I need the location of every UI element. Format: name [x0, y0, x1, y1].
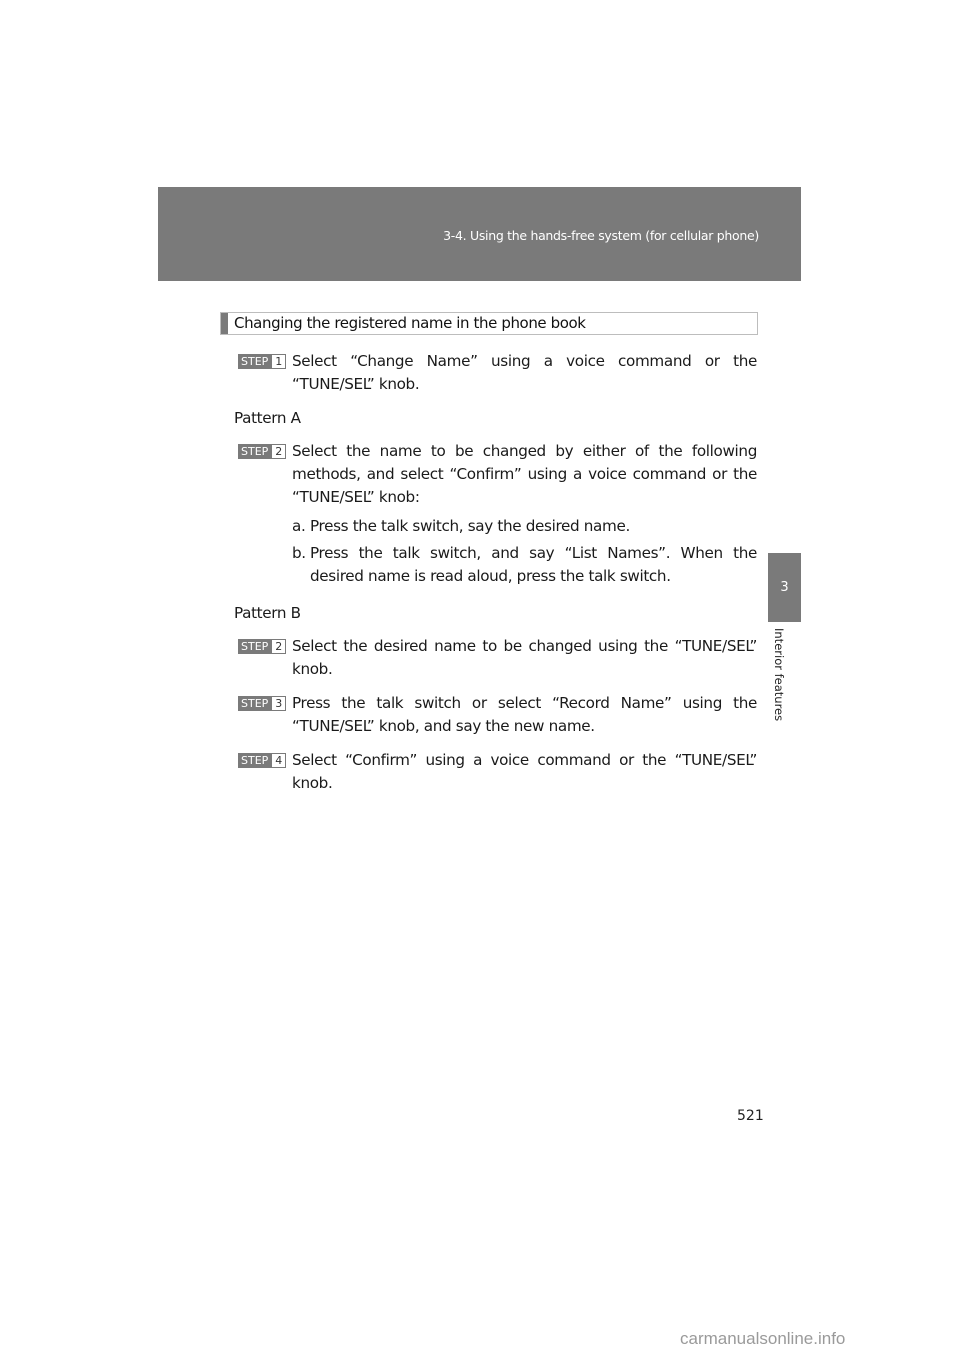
step-badge-word: STEP — [238, 444, 271, 459]
step-badge-number: 2 — [271, 444, 286, 459]
section-title: Changing the registered name in the phone book — [234, 314, 586, 332]
step-item — [232, 440, 757, 509]
page-number: 521 — [737, 1108, 764, 1124]
sub-item-marker: a. — [292, 517, 306, 535]
step-badge — [238, 696, 286, 711]
sub-item-marker: b. — [292, 544, 306, 562]
step-text: Press the talk switch or select “Record Name” using the “TUNE/SEL” knob, and say the new name. — [292, 694, 757, 735]
step-badge-number: 2 — [271, 639, 286, 654]
step-badge — [238, 753, 286, 768]
step-badge — [238, 639, 286, 654]
chapter-number: 3 — [780, 580, 789, 595]
step-badge-word: STEP — [238, 354, 271, 369]
instructions-body — [232, 350, 757, 806]
step-item — [232, 635, 757, 681]
step-badge — [238, 354, 286, 369]
section-title-box — [220, 312, 758, 335]
chapter-header-band — [158, 187, 801, 281]
step-item — [232, 749, 757, 795]
step-badge-word: STEP — [238, 696, 271, 711]
chapter-label: Interior features — [772, 628, 786, 722]
pattern-a-heading: Pattern A — [234, 409, 301, 427]
sub-item — [232, 542, 757, 588]
step-badge-word: STEP — [238, 753, 271, 768]
step-text: Select “Change Name” using a voice command or the “TUNE/SEL” knob. — [292, 352, 757, 393]
sub-item-text: Press the talk switch, and say “List Names”. When the desired name is read aloud, press the talk switch. — [310, 544, 757, 585]
sub-item-text: Press the talk switch, say the desired name. — [310, 517, 630, 535]
sub-item — [232, 515, 757, 538]
pattern-b-heading: Pattern B — [234, 604, 301, 622]
step-badge-number: 1 — [271, 354, 286, 369]
step-text: Select “Confirm” using a voice command or the “TUNE/SEL” knob. — [292, 751, 757, 792]
step-text: Select the name to be changed by either of the following methods, and select “Confirm” using a voice command or the “TUNE/SEL” knob: — [292, 442, 757, 506]
chapter-tab — [768, 553, 801, 622]
watermark-link[interactable]: carmanualsonline.info — [680, 1329, 846, 1348]
header-section-title: 3-4. Using the hands-free system (for cellular phone) — [443, 228, 759, 243]
step-text: Select the desired name to be changed using the “TUNE/SEL” knob. — [292, 637, 757, 678]
step-badge-number: 4 — [271, 753, 286, 768]
step-badge — [238, 444, 286, 459]
section-title-accent-bar — [221, 313, 228, 334]
step-badge-word: STEP — [238, 639, 271, 654]
step-item — [232, 692, 757, 738]
step-item — [232, 350, 757, 396]
step-badge-number: 3 — [271, 696, 286, 711]
